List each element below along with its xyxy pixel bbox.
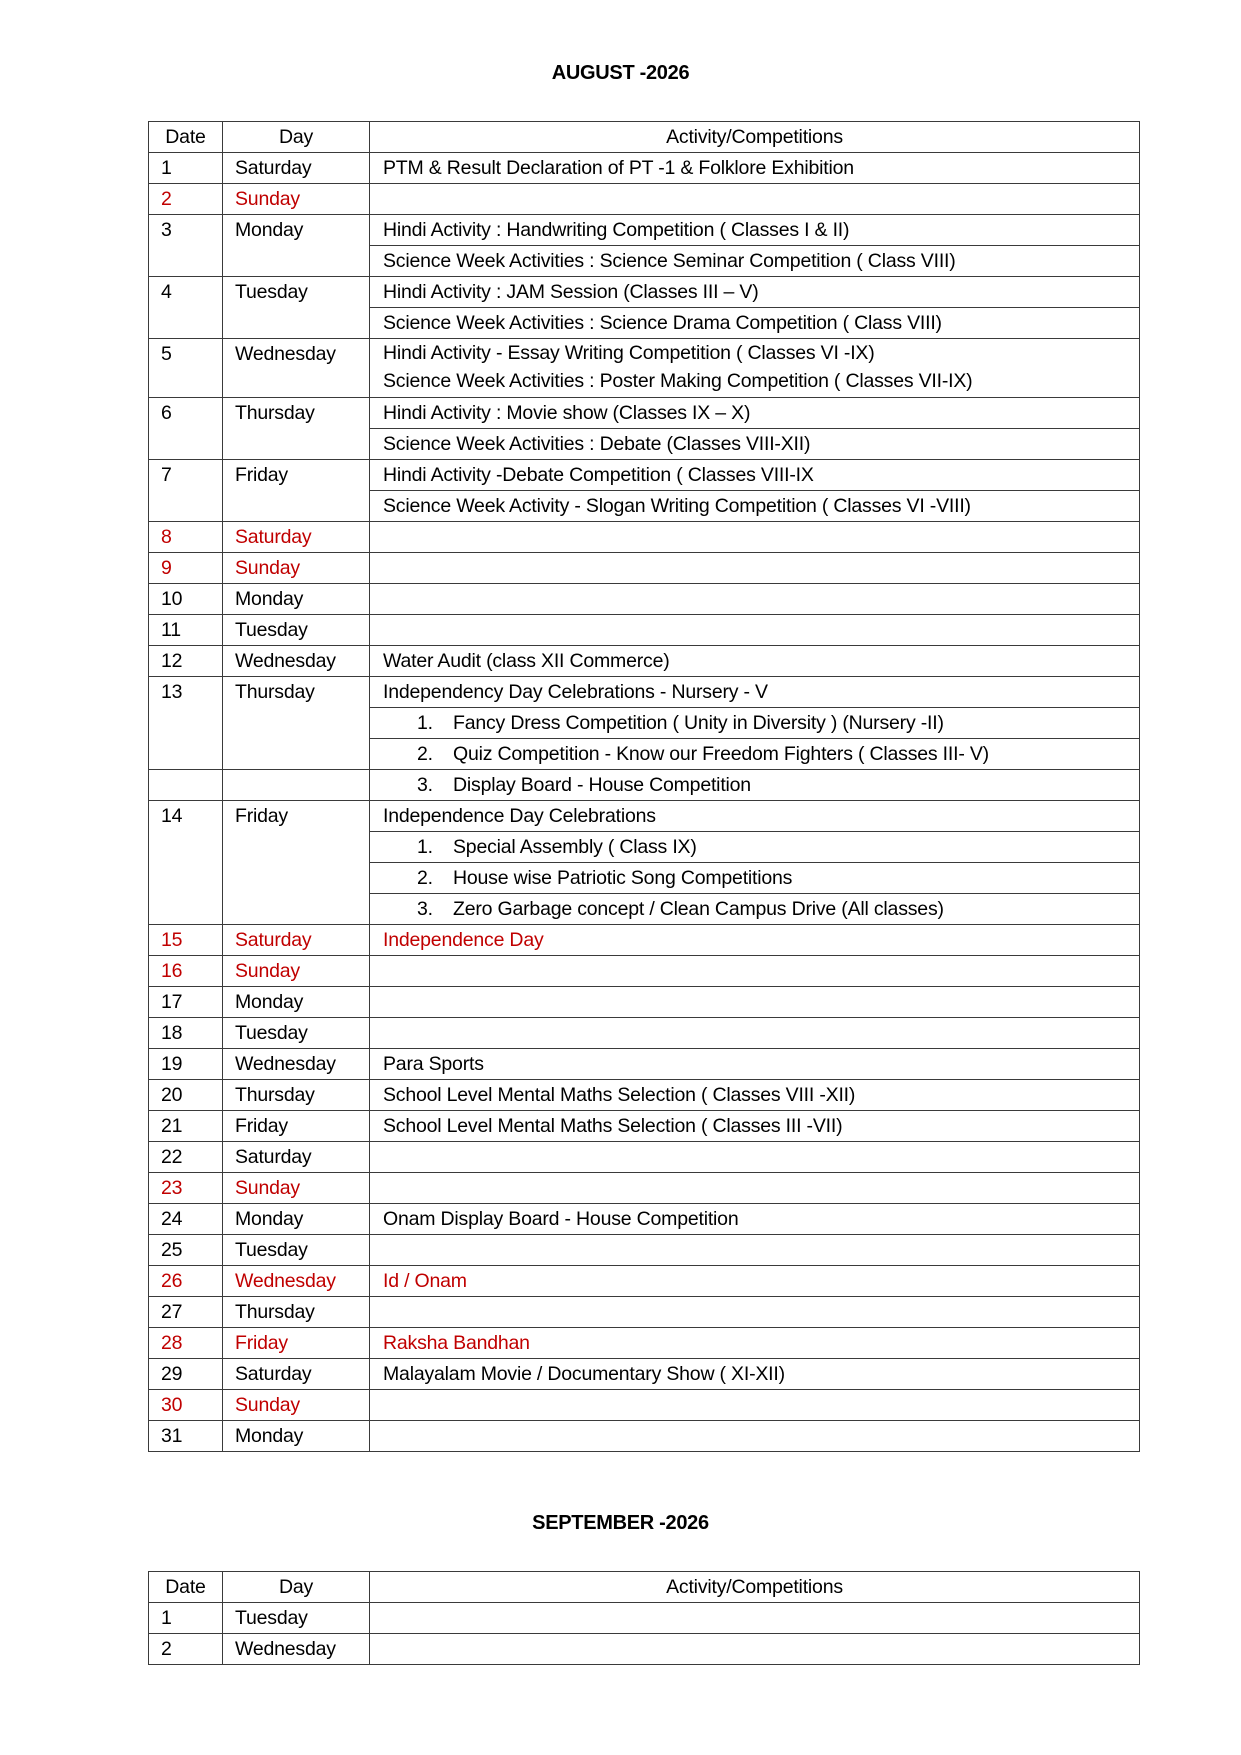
september-title: SEPTEMBER -2026 <box>532 1512 709 1534</box>
date-cell: 18 <box>149 1018 223 1049</box>
september-table <box>148 1571 1140 1665</box>
day-cell: Thursday <box>223 1080 370 1111</box>
day-cell: Friday <box>223 1328 370 1359</box>
list-text: Quiz Competition - Know our Freedom Fighters ( Classes III- V) <box>453 743 989 765</box>
table-row <box>149 1235 1140 1266</box>
table-row <box>149 1603 1140 1634</box>
list-item <box>370 832 1140 863</box>
date-cell: 6 <box>149 398 223 460</box>
table-row <box>149 987 1140 1018</box>
list-text: Display Board - House Competition <box>453 774 751 796</box>
table-row <box>149 339 1140 398</box>
activity-cell <box>370 553 1140 584</box>
day-cell: Monday <box>223 215 370 277</box>
activity-cell: Id / Onam <box>370 1266 1140 1297</box>
table-row <box>149 1297 1140 1328</box>
list-item <box>370 863 1140 894</box>
date-cell: 2 <box>149 1634 223 1665</box>
activity-cell: PTM & Result Declaration of PT -1 & Folklore Exhibition <box>370 153 1140 184</box>
date-cell: 27 <box>149 1297 223 1328</box>
table-row <box>149 553 1140 584</box>
date-cell: 15 <box>149 925 223 956</box>
activity-cell: Science Week Activities : Debate (Classes VIII-XII) <box>370 429 1140 460</box>
table-row <box>149 615 1140 646</box>
date-cell: 28 <box>149 1328 223 1359</box>
date-cell: 14 <box>149 801 223 925</box>
activity-cell <box>370 956 1140 987</box>
day-cell: Saturday <box>223 522 370 553</box>
date-cell: 3 <box>149 215 223 277</box>
activity-cell: Hindi Activity : Movie show (Classes IX – X) <box>370 398 1140 429</box>
activity-cell: Hindi Activity : JAM Session (Classes III – V) <box>370 277 1140 308</box>
list-number: 1. <box>417 712 433 734</box>
date-cell: 4 <box>149 277 223 339</box>
august-title: AUGUST -2026 <box>551 62 690 84</box>
activity-cell <box>370 615 1140 646</box>
list-number: 2. <box>417 743 433 765</box>
activity-cell <box>370 1297 1140 1328</box>
list-number: 1. <box>417 836 433 858</box>
activity-cell: Para Sports <box>370 1049 1140 1080</box>
day-cell: Tuesday <box>223 1018 370 1049</box>
table-row <box>149 1049 1140 1080</box>
activity-cell <box>370 1634 1140 1665</box>
day-cell: Thursday <box>223 398 370 460</box>
table-header-row <box>149 1572 1140 1603</box>
day-cell: Wednesday <box>223 1049 370 1080</box>
table-row <box>149 153 1140 184</box>
day-cell: Monday <box>223 987 370 1018</box>
date-cell: 7 <box>149 460 223 522</box>
table-row <box>149 1359 1140 1390</box>
activity-cell: Science Week Activities : Science Seminar Competition ( Class VIII) <box>370 246 1140 277</box>
table-row <box>149 215 1140 246</box>
table-row <box>149 801 1140 832</box>
table-row <box>149 1080 1140 1111</box>
date-cell: 11 <box>149 615 223 646</box>
day-cell: Friday <box>223 1111 370 1142</box>
activity-cell: Hindi Activity -Debate Competition ( Classes VIII-IX <box>370 460 1140 491</box>
date-cell: 31 <box>149 1421 223 1452</box>
list-number: 3. <box>417 898 433 920</box>
day-cell: Tuesday <box>223 277 370 339</box>
date-cell: 1 <box>149 1603 223 1634</box>
activity-cell: Onam Display Board - House Competition <box>370 1204 1140 1235</box>
table-row <box>149 1173 1140 1204</box>
date-cell: 21 <box>149 1111 223 1142</box>
activity-cell <box>370 1235 1140 1266</box>
date-cell-empty <box>149 770 223 801</box>
day-cell: Saturday <box>223 153 370 184</box>
day-cell: Saturday <box>223 925 370 956</box>
table-row <box>149 677 1140 708</box>
activity-cell: School Level Mental Maths Selection ( Classes III -VII) <box>370 1111 1140 1142</box>
activity-heading: Independency Day Celebrations - Nursery - V <box>370 677 1140 708</box>
date-cell: 19 <box>149 1049 223 1080</box>
day-cell: Sunday <box>223 1173 370 1204</box>
table-row <box>149 1328 1140 1359</box>
activity-cell: Independence Day <box>370 925 1140 956</box>
day-cell: Friday <box>223 801 370 925</box>
date-cell: 20 <box>149 1080 223 1111</box>
table-row <box>149 1111 1140 1142</box>
date-cell: 25 <box>149 1235 223 1266</box>
day-cell: Sunday <box>223 553 370 584</box>
list-text: Special Assembly ( Class IX) <box>453 836 697 858</box>
list-item <box>370 770 1140 801</box>
table-row <box>149 1390 1140 1421</box>
day-cell: Saturday <box>223 1142 370 1173</box>
table-row <box>149 956 1140 987</box>
table-row <box>149 1421 1140 1452</box>
activity-cell: Science Week Activity - Slogan Writing Competition ( Classes VI -VIII) <box>370 491 1140 522</box>
activity-cell <box>370 1603 1140 1634</box>
date-cell: 5 <box>149 339 223 398</box>
day-cell: Wednesday <box>223 1634 370 1665</box>
date-cell: 26 <box>149 1266 223 1297</box>
date-cell: 9 <box>149 553 223 584</box>
table-row <box>149 646 1140 677</box>
date-cell: 29 <box>149 1359 223 1390</box>
date-cell: 2 <box>149 184 223 215</box>
activity-cell <box>370 339 1140 398</box>
date-cell: 12 <box>149 646 223 677</box>
date-cell: 16 <box>149 956 223 987</box>
table-row <box>149 522 1140 553</box>
date-cell: 13 <box>149 677 223 770</box>
day-cell: Wednesday <box>223 1266 370 1297</box>
august-table <box>148 121 1140 1452</box>
list-number: 2. <box>417 867 433 889</box>
header-date: Date <box>149 122 223 153</box>
activity-cell <box>370 522 1140 553</box>
day-cell: Thursday <box>223 1297 370 1328</box>
day-cell: Tuesday <box>223 615 370 646</box>
day-cell: Sunday <box>223 184 370 215</box>
list-text: House wise Patriotic Song Competitions <box>453 867 793 889</box>
activity-line: Hindi Activity - Essay Writing Competition ( Classes VI -IX) <box>383 342 875 364</box>
date-cell: 10 <box>149 584 223 615</box>
table-row <box>149 460 1140 491</box>
day-cell: Tuesday <box>223 1235 370 1266</box>
activity-cell <box>370 1390 1140 1421</box>
table-row <box>149 584 1140 615</box>
date-cell: 23 <box>149 1173 223 1204</box>
activity-cell: Malayalam Movie / Documentary Show ( XI-XII) <box>370 1359 1140 1390</box>
list-text: Fancy Dress Competition ( Unity in Diversity ) (Nursery -II) <box>453 712 944 734</box>
header-activity: Activity/Competitions <box>370 122 1140 153</box>
header-activity: Activity/Competitions <box>370 1572 1140 1603</box>
day-cell: Monday <box>223 584 370 615</box>
list-item <box>370 894 1140 925</box>
list-item <box>370 739 1140 770</box>
activity-cell <box>370 1018 1140 1049</box>
activity-cell <box>370 184 1140 215</box>
date-cell: 17 <box>149 987 223 1018</box>
activity-cell <box>370 1142 1140 1173</box>
date-cell: 24 <box>149 1204 223 1235</box>
date-cell: 22 <box>149 1142 223 1173</box>
day-cell: Friday <box>223 460 370 522</box>
day-cell: Sunday <box>223 956 370 987</box>
activity-cell: Raksha Bandhan <box>370 1328 1140 1359</box>
day-cell: Monday <box>223 1421 370 1452</box>
activity-cell <box>370 987 1140 1018</box>
day-cell: Monday <box>223 1204 370 1235</box>
activity-cell: Hindi Activity : Handwriting Competition ( Classes I & II) <box>370 215 1140 246</box>
activity-cell <box>370 1173 1140 1204</box>
header-date: Date <box>149 1572 223 1603</box>
table-row <box>149 277 1140 308</box>
table-row <box>149 1266 1140 1297</box>
activity-cell: Water Audit (class XII Commerce) <box>370 646 1140 677</box>
activity-cell <box>370 1421 1140 1452</box>
day-cell-empty <box>223 770 370 801</box>
date-cell: 30 <box>149 1390 223 1421</box>
day-cell: Sunday <box>223 1390 370 1421</box>
table-row <box>149 925 1140 956</box>
day-cell: Wednesday <box>223 646 370 677</box>
table-row <box>149 184 1140 215</box>
activity-cell <box>370 584 1140 615</box>
table-row <box>149 1142 1140 1173</box>
table-header-row <box>149 122 1140 153</box>
list-number: 3. <box>417 774 433 796</box>
header-day: Day <box>223 1572 370 1603</box>
activity-line: Science Week Activities : Poster Making Competition ( Classes VII-IX) <box>383 370 973 392</box>
list-item <box>370 708 1140 739</box>
activity-cell: Science Week Activities : Science Drama Competition ( Class VIII) <box>370 308 1140 339</box>
table-row <box>149 1634 1140 1665</box>
table-row <box>149 1204 1140 1235</box>
activity-heading: Independence Day Celebrations <box>370 801 1140 832</box>
table-row <box>149 1018 1140 1049</box>
day-cell: Saturday <box>223 1359 370 1390</box>
day-cell: Thursday <box>223 677 370 770</box>
date-cell: 1 <box>149 153 223 184</box>
table-row <box>149 398 1140 429</box>
day-cell: Wednesday <box>223 339 370 398</box>
activity-cell: School Level Mental Maths Selection ( Classes VIII -XII) <box>370 1080 1140 1111</box>
list-text: Zero Garbage concept / Clean Campus Drive (All classes) <box>453 898 944 920</box>
header-day: Day <box>223 122 370 153</box>
date-cell: 8 <box>149 522 223 553</box>
day-cell: Tuesday <box>223 1603 370 1634</box>
table-row <box>149 770 1140 801</box>
